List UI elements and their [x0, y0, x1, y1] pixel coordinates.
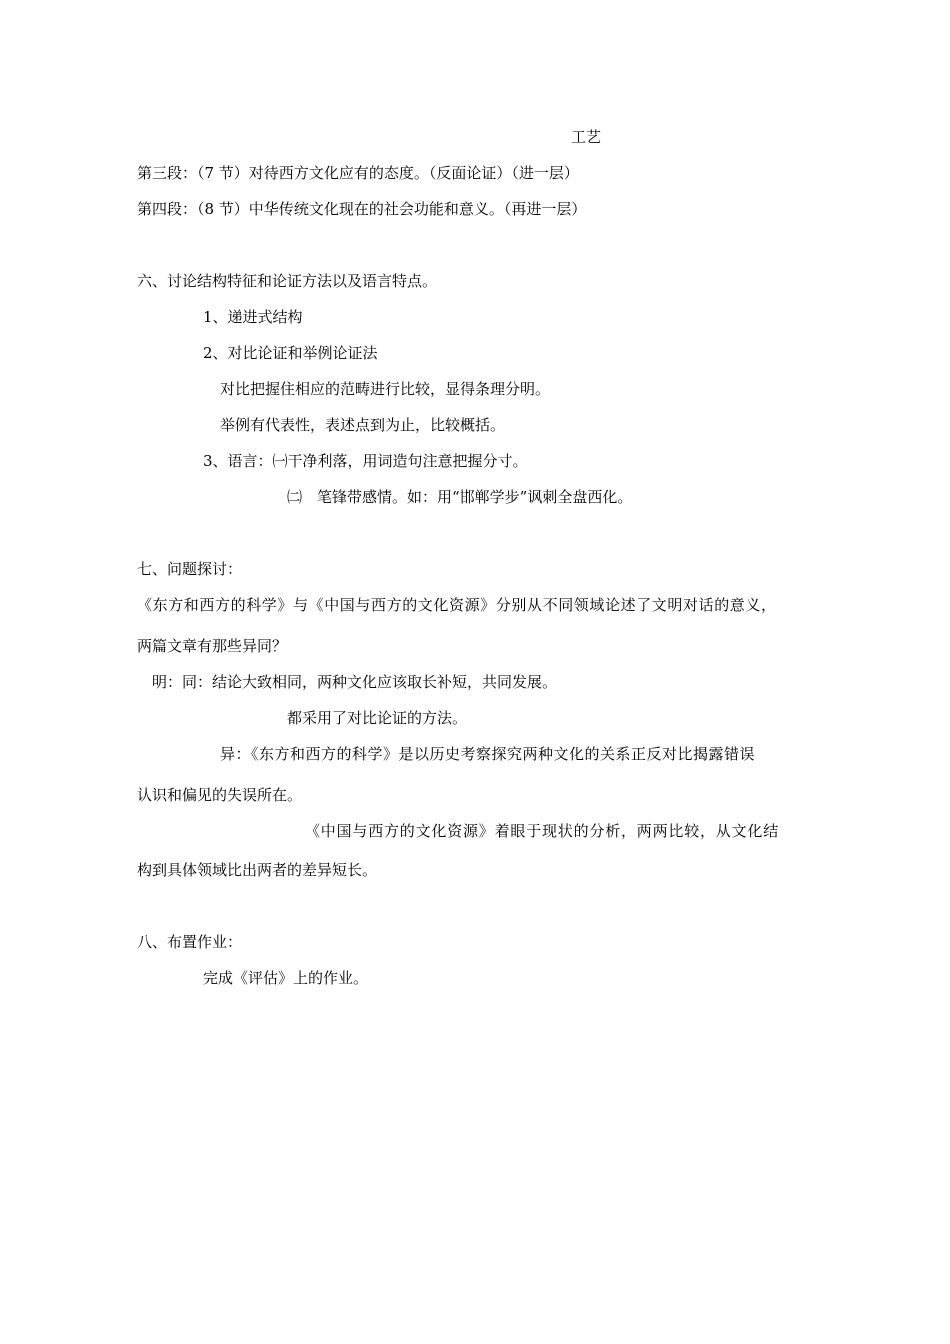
paragraph-3-summary: 第三段：（7 节）对待西方文化应有的态度。（反面论证）（进一层） [137, 164, 579, 182]
section-7-heading: 七、问题探讨： [137, 560, 243, 578]
answer-difference-1-cont: 认识和偏见的失误所在。 [137, 786, 303, 804]
homework-text: 完成《评估》上的作业。 [203, 969, 369, 987]
answer-difference-2: 《中国与西方的文化资源》着眼于现状的分析，两两比较，从文化结 [305, 822, 780, 840]
answer-difference-2-cont: 构到具体领域比出两者的差异短长。 [137, 861, 378, 879]
question-text-line-2: 两篇文章有那些异同？ [137, 637, 288, 655]
paragraph-4-summary: 第四段：（8 节）中华传统文化现在的社会功能和意义。（再进一层） [137, 200, 587, 218]
language-point-2: ㈡ 笔锋带感情。如：用“邯郸学步”讽刺全盘西化。 [287, 488, 633, 506]
question-text-line-1: 《东方和西方的科学》与《中国与西方的文化资源》分别从不同领域论述了文明对话的意义， [137, 596, 777, 614]
item-3-text: 3、语言：㈠干净利落，用词造句注意把握分寸。 [203, 452, 528, 470]
answer-difference-1: 异：《东方和西方的科学》是以历史考察探究两种文化的关系正反对比揭露错误 [220, 745, 756, 763]
contrast-explanation: 对比把握住相应的范畴进行比较，显得条理分明。 [220, 380, 551, 398]
section-8-heading: 八、布置作业： [137, 933, 243, 951]
example-explanation: 举例有代表性，表述点到为止，比较概括。 [220, 416, 506, 434]
item-1-text: 1、递进式结构 [203, 308, 303, 326]
answer-similarity-1: 明：同：结论大致相同，两种文化应该取长补短，共同发展。 [152, 673, 558, 691]
section-6-heading: 六、讨论结构特征和论证方法以及语言特点。 [137, 272, 438, 290]
fragment-text: 工艺 [571, 128, 602, 146]
answer-similarity-2: 都采用了对比论证的方法。 [287, 709, 468, 727]
item-2-text: 2、对比论证和举例论证法 [203, 344, 378, 362]
